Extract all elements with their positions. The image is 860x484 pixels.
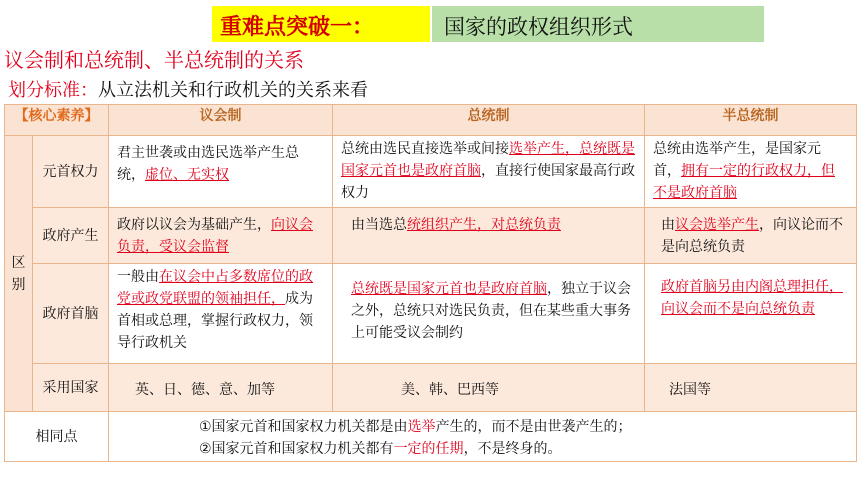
table-row-common [5, 412, 857, 462]
cell-highlight: 一定的任期 [393, 441, 464, 457]
cell-presidential [333, 264, 645, 364]
criteria-value: 从立法机关和行政机关的关系来看 [98, 80, 368, 101]
cell-text: 政府以议会为基础产生， [117, 217, 271, 233]
cell-highlight: 总统既是国家元首也是政府首脑 [351, 281, 547, 297]
cell-text: 法国等 [669, 381, 711, 398]
row-label: 元首权力 [33, 136, 109, 208]
row-label: 政府首脑 [33, 264, 109, 364]
topic-tag-banner [212, 6, 430, 42]
side-label-difference [5, 136, 33, 412]
page-heading: 议会制和总统制、半总统制的关系 [4, 48, 304, 72]
cell-text: 产生的，而不是由世袭产生的； [435, 419, 632, 435]
cell-text: 总统由选举产生，是国家元首， [653, 141, 821, 179]
cell-common [109, 412, 857, 462]
cell-semi-presidential [645, 136, 857, 208]
row-label: 采用国家 [33, 364, 109, 412]
cell-highlight: 虚位、无实权 [145, 167, 229, 183]
cell-text: 由当选总 [351, 217, 407, 233]
cell-semi-presidential [645, 364, 857, 412]
cell-highlight: 政府首脑另由内阁总理担任，向议会而不是向总统负责 [661, 279, 843, 317]
cell-text: ，不是终身的。 [463, 441, 562, 457]
common-line-2 [199, 438, 856, 460]
table-row [5, 264, 857, 364]
cell-text: ，直接行使国家最高行政权力 [341, 163, 635, 201]
header-presidential: 总统制 [333, 105, 645, 136]
cell-highlight: 向议会负责，受议会监督 [117, 217, 313, 255]
cell-text: 成为首相或总理，掌握行政权力，领导行政机关 [117, 291, 313, 351]
cell-text: 君主世袭或由选民选举产生总统， [117, 145, 299, 183]
comparison-table [4, 104, 857, 462]
cell-text: 美、韩、巴西等 [401, 381, 499, 398]
cell-parliamentary [109, 208, 333, 264]
header-corner: 【核心素养】 [5, 105, 109, 136]
cell-parliamentary [109, 264, 333, 364]
cell-highlight: 统组织产生，对总统负责 [407, 217, 561, 233]
topic-title-banner [432, 6, 764, 42]
cell-highlight: 在议会中占多数席位的政党或政党联盟的领袖担任， [117, 269, 313, 307]
cell-text: 总统由选民直接选举或间接 [341, 141, 509, 157]
cell-presidential [333, 208, 645, 264]
table-row [5, 136, 857, 208]
topic-title: 国家的政权组织形式 [444, 15, 633, 39]
cell-presidential [333, 136, 645, 208]
criteria-label: 划分标准： [8, 80, 98, 101]
cell-text: ，独立于议会之外，总统只对选民负责，但在某些重大事务上可能受议会制约 [351, 281, 631, 341]
cell-text: 英、日、德、意、加等 [135, 381, 275, 398]
header-semi-presidential: 半总统制 [645, 105, 857, 136]
table-row [5, 364, 857, 412]
cell-semi-presidential [645, 264, 857, 364]
cell-semi-presidential [645, 208, 857, 264]
cell-highlight: 拥有一定的行政权力，但不是政府首脑 [653, 163, 835, 201]
common-line-1 [199, 416, 856, 438]
row-label-common: 相同点 [5, 412, 109, 462]
cell-text: ①国家元首和国家权力机关都是由 [199, 419, 408, 435]
criteria-line [8, 76, 368, 102]
cell-parliamentary [109, 136, 333, 208]
table-row [5, 208, 857, 264]
table-header-row [5, 105, 857, 136]
cell-highlight: 选举 [407, 419, 436, 435]
cell-presidential [333, 364, 645, 412]
cell-highlight: 选举产生，总统既是国家元首也是政府首脑 [341, 141, 635, 179]
cell-parliamentary [109, 364, 333, 412]
cell-text: 一般由 [117, 269, 159, 285]
header-parliamentary: 议会制 [109, 105, 333, 136]
cell-text: ②国家元首和国家权力机关都有 [199, 441, 394, 457]
side-label-text: 区别 [11, 254, 26, 293]
cell-text: 由 [661, 217, 675, 233]
cell-text: ，向议论而不是向总统负责 [661, 217, 843, 255]
topic-tag: 重难点突破一： [220, 15, 375, 40]
row-label: 政府产生 [33, 208, 109, 264]
cell-highlight: 议会选举产生 [675, 217, 759, 233]
